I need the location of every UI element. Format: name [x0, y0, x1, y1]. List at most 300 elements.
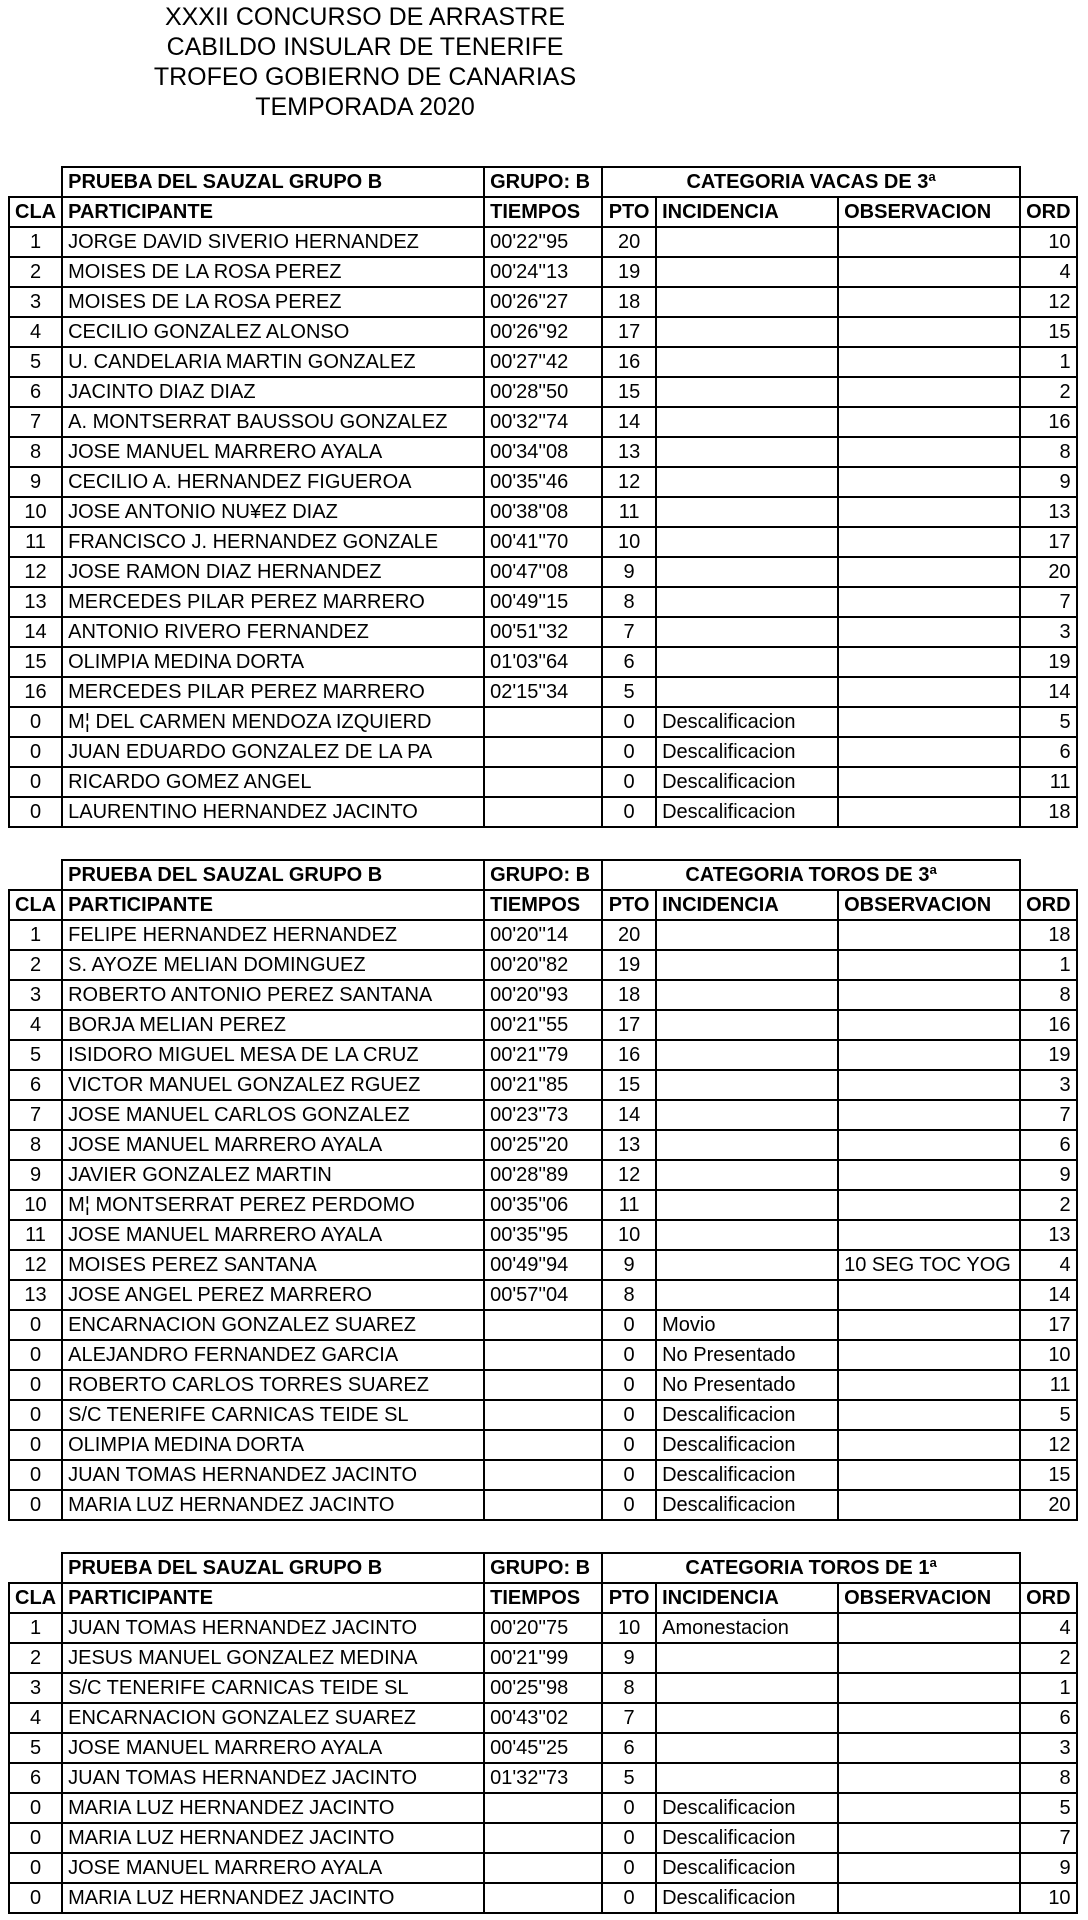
cell-tiempos — [484, 1853, 602, 1883]
cell-observacion — [838, 1070, 1020, 1100]
table-row — [9, 587, 1077, 617]
cell-ord: 13 — [1020, 497, 1076, 527]
cell-participante: MOISES PEREZ SANTANA — [62, 1250, 484, 1280]
title-line-4: TEMPORADA 2020 — [255, 93, 475, 121]
section-header-row — [9, 167, 1077, 197]
cell-ord: 5 — [1020, 1400, 1076, 1430]
cell-ord: 1 — [1020, 347, 1076, 377]
cell-ord: 13 — [1020, 1220, 1076, 1250]
cell-tiempos: 00'57''04 — [484, 1280, 602, 1310]
table-row — [9, 1853, 1077, 1883]
column-header-tiempos: TIEMPOS — [484, 197, 602, 227]
prueba-label: PRUEBA DEL SAUZAL GRUPO B — [62, 167, 484, 197]
title-line-2: CABILDO INSULAR DE TENERIFE — [166, 33, 564, 61]
cell-participante: MARIA LUZ HERNANDEZ JACINTO — [62, 1883, 484, 1913]
column-header-observacion: OBSERVACION — [838, 890, 1020, 920]
cell-incidencia — [656, 920, 838, 950]
cell-observacion — [838, 1190, 1020, 1220]
cell-observacion — [838, 797, 1020, 827]
cell-cla: 0 — [9, 1460, 62, 1490]
cell-participante: ISIDORO MIGUEL MESA DE LA CRUZ — [62, 1040, 484, 1070]
cell-tiempos: 00'34''08 — [484, 437, 602, 467]
cell-cla: 13 — [9, 587, 62, 617]
cell-cla: 11 — [9, 1220, 62, 1250]
cell-pto: 20 — [602, 920, 656, 950]
cell-observacion — [838, 1673, 1020, 1703]
cell-cla: 0 — [9, 1490, 62, 1520]
cell-ord: 1 — [1020, 1673, 1076, 1703]
cell-cla: 2 — [9, 950, 62, 980]
cell-ord: 12 — [1020, 287, 1076, 317]
cell-observacion — [838, 767, 1020, 797]
cell-ord: 20 — [1020, 1490, 1076, 1520]
cell-participante: JUAN EDUARDO GONZALEZ DE LA PA — [62, 737, 484, 767]
cell-incidencia — [656, 950, 838, 980]
cell-cla: 0 — [9, 1340, 62, 1370]
cell-ord: 14 — [1020, 1280, 1076, 1310]
cell-pto: 0 — [602, 1793, 656, 1823]
cell-participante: S/C TENERIFE CARNICAS TEIDE SL — [62, 1400, 484, 1430]
cell-incidencia — [656, 467, 838, 497]
cell-pto: 0 — [602, 1490, 656, 1520]
cell-observacion — [838, 317, 1020, 347]
cell-ord: 12 — [1020, 1430, 1076, 1460]
column-header-row — [9, 1583, 1077, 1613]
cell-cla: 3 — [9, 1673, 62, 1703]
cell-participante: M¦ DEL CARMEN MENDOZA IZQUIERD — [62, 707, 484, 737]
cell-observacion — [838, 1130, 1020, 1160]
cell-observacion: 10 SEG TOC YOG — [838, 1250, 1020, 1280]
cell-pto: 9 — [602, 1250, 656, 1280]
cell-pto: 6 — [602, 1733, 656, 1763]
cell-participante: ANTONIO RIVERO FERNANDEZ — [62, 617, 484, 647]
table-row — [9, 227, 1077, 257]
cell-participante: CECILIO A. HERNANDEZ FIGUEROA — [62, 467, 484, 497]
results-table — [8, 1552, 1078, 1914]
cell-tiempos: 00'49''15 — [484, 587, 602, 617]
categoria-label: CATEGORIA TOROS DE 3ª — [602, 860, 1020, 890]
cell-ord: 4 — [1020, 257, 1076, 287]
cell-observacion — [838, 227, 1020, 257]
cell-participante: FELIPE HERNANDEZ HERNANDEZ — [62, 920, 484, 950]
cell-cla: 1 — [9, 920, 62, 950]
categoria-label: CATEGORIA TOROS DE 1ª — [602, 1553, 1020, 1583]
cell-tiempos: 00'24''13 — [484, 257, 602, 287]
table-row — [9, 1100, 1077, 1130]
cell-ord: 3 — [1020, 617, 1076, 647]
column-header-incidencia: INCIDENCIA — [656, 890, 838, 920]
cell-incidencia — [656, 1100, 838, 1130]
cell-observacion — [838, 980, 1020, 1010]
cell-pto: 8 — [602, 587, 656, 617]
cell-participante: JOSE MANUEL CARLOS GONZALEZ — [62, 1100, 484, 1130]
cell-incidencia — [656, 617, 838, 647]
cell-tiempos — [484, 1310, 602, 1340]
cell-incidencia — [656, 437, 838, 467]
cell-tiempos: 00'35''95 — [484, 1220, 602, 1250]
cell-cla: 6 — [9, 1070, 62, 1100]
cell-pto: 0 — [602, 737, 656, 767]
section-header-row — [9, 860, 1077, 890]
table-row — [9, 257, 1077, 287]
cell-tiempos — [484, 1370, 602, 1400]
cell-observacion — [838, 1430, 1020, 1460]
cell-cla: 10 — [9, 497, 62, 527]
cell-pto: 9 — [602, 557, 656, 587]
cell-pto: 0 — [602, 1400, 656, 1430]
grupo-label: GRUPO: B — [484, 167, 602, 197]
table-row — [9, 437, 1077, 467]
cell-cla: 5 — [9, 1040, 62, 1070]
table-row — [9, 950, 1077, 980]
cell-observacion — [838, 287, 1020, 317]
cell-incidencia: No Presentado — [656, 1340, 838, 1370]
cell-observacion — [838, 1643, 1020, 1673]
cell-cla: 12 — [9, 1250, 62, 1280]
table-row — [9, 1673, 1077, 1703]
cell-pto: 0 — [602, 1370, 656, 1400]
table-row — [9, 767, 1077, 797]
grupo-label: GRUPO: B — [484, 1553, 602, 1583]
cell-incidencia — [656, 980, 838, 1010]
table-row — [9, 1400, 1077, 1430]
title-line-3: TROFEO GOBIERNO DE CANARIAS — [153, 63, 577, 91]
cell-participante: JUAN TOMAS HERNANDEZ JACINTO — [62, 1613, 484, 1643]
cell-cla: 0 — [9, 1400, 62, 1430]
cell-pto: 0 — [602, 1823, 656, 1853]
cell-participante: MOISES DE LA ROSA PEREZ — [62, 257, 484, 287]
cell-ord: 16 — [1020, 1010, 1076, 1040]
cell-incidencia: Descalificacion — [656, 1853, 838, 1883]
cell-tiempos: 01'32''73 — [484, 1763, 602, 1793]
cell-cla: 3 — [9, 980, 62, 1010]
cell-incidencia — [656, 377, 838, 407]
cell-ord: 2 — [1020, 377, 1076, 407]
column-header-participante: PARTICIPANTE — [62, 1583, 484, 1613]
cell-ord: 16 — [1020, 407, 1076, 437]
cell-incidencia — [656, 1763, 838, 1793]
cell-incidencia — [656, 527, 838, 557]
cell-pto: 12 — [602, 467, 656, 497]
results-table-toros-3 — [8, 859, 1078, 1521]
table-row — [9, 1460, 1077, 1490]
table-row — [9, 1883, 1077, 1913]
cell-cla: 9 — [9, 1160, 62, 1190]
cell-ord: 5 — [1020, 1793, 1076, 1823]
cell-tiempos: 00'21''79 — [484, 1040, 602, 1070]
cell-participante: JOSE RAMON DIAZ HERNANDEZ — [62, 557, 484, 587]
cell-cla: 0 — [9, 1853, 62, 1883]
cell-tiempos: 00'27''42 — [484, 347, 602, 377]
cell-cla: 0 — [9, 1370, 62, 1400]
cell-cla: 11 — [9, 527, 62, 557]
cell-pto: 17 — [602, 317, 656, 347]
cell-participante: S. AYOZE MELIAN DOMINGUEZ — [62, 950, 484, 980]
column-header-ord: ORD — [1020, 197, 1076, 227]
cell-observacion — [838, 707, 1020, 737]
cell-participante: CECILIO GONZALEZ ALONSO — [62, 317, 484, 347]
table-row — [9, 557, 1077, 587]
results-table-toros-1 — [8, 1552, 1078, 1914]
cell-incidencia — [656, 1220, 838, 1250]
cell-observacion — [838, 377, 1020, 407]
column-header-row — [9, 890, 1077, 920]
cell-incidencia — [656, 1010, 838, 1040]
table-row — [9, 1160, 1077, 1190]
cell-observacion — [838, 257, 1020, 287]
cell-tiempos: 00'23''73 — [484, 1100, 602, 1130]
cell-participante: ENCARNACION GONZALEZ SUAREZ — [62, 1310, 484, 1340]
title-line-1: XXXII CONCURSO DE ARRASTRE — [164, 3, 566, 31]
cell-cla: 0 — [9, 707, 62, 737]
cell-participante: MOISES DE LA ROSA PEREZ — [62, 287, 484, 317]
table-row — [9, 317, 1077, 347]
cell-participante: OLIMPIA MEDINA DORTA — [62, 1430, 484, 1460]
column-header-pto: PTO — [602, 1583, 656, 1613]
cell-cla: 12 — [9, 557, 62, 587]
cell-ord: 8 — [1020, 980, 1076, 1010]
table-row — [9, 647, 1077, 677]
cell-pto: 16 — [602, 1040, 656, 1070]
cell-cla: 0 — [9, 1430, 62, 1460]
cell-pto: 14 — [602, 407, 656, 437]
cell-cla: 2 — [9, 257, 62, 287]
cell-pto: 15 — [602, 1070, 656, 1100]
cell-pto: 12 — [602, 1160, 656, 1190]
cell-ord: 7 — [1020, 587, 1076, 617]
cell-tiempos — [484, 797, 602, 827]
cell-cla: 0 — [9, 797, 62, 827]
cell-observacion — [838, 1613, 1020, 1643]
cell-tiempos: 01'03''64 — [484, 647, 602, 677]
cell-incidencia: Descalificacion — [656, 1490, 838, 1520]
cell-participante: JOSE ANTONIO NU¥EZ DIAZ — [62, 497, 484, 527]
cell-cla: 9 — [9, 467, 62, 497]
cell-cla: 4 — [9, 1703, 62, 1733]
cell-incidencia: Descalificacion — [656, 1460, 838, 1490]
cell-participante: ROBERTO CARLOS TORRES SUAREZ — [62, 1370, 484, 1400]
cell-pto: 18 — [602, 287, 656, 317]
cell-incidencia: No Presentado — [656, 1370, 838, 1400]
cell-cla: 5 — [9, 347, 62, 377]
cell-observacion — [838, 467, 1020, 497]
cell-ord: 6 — [1020, 1703, 1076, 1733]
cell-cla: 10 — [9, 1190, 62, 1220]
column-header-ord: ORD — [1020, 890, 1076, 920]
cell-ord: 14 — [1020, 677, 1076, 707]
cell-pto: 16 — [602, 347, 656, 377]
column-header-participante: PARTICIPANTE — [62, 890, 484, 920]
prueba-label: PRUEBA DEL SAUZAL GRUPO B — [62, 860, 484, 890]
cell-incidencia: Descalificacion — [656, 1793, 838, 1823]
table-row — [9, 1340, 1077, 1370]
cell-cla: 7 — [9, 407, 62, 437]
table-row — [9, 1823, 1077, 1853]
cell-pto: 18 — [602, 980, 656, 1010]
cell-tiempos: 00'22''95 — [484, 227, 602, 257]
header-spacer — [1020, 860, 1076, 890]
cell-pto: 5 — [602, 677, 656, 707]
cell-pto: 0 — [602, 1310, 656, 1340]
cell-ord: 4 — [1020, 1250, 1076, 1280]
cell-observacion — [838, 1310, 1020, 1340]
cell-tiempos: 00'28''50 — [484, 377, 602, 407]
cell-participante: JOSE MANUEL MARRERO AYALA — [62, 1130, 484, 1160]
cell-pto: 8 — [602, 1673, 656, 1703]
cell-cla: 8 — [9, 1130, 62, 1160]
cell-ord: 3 — [1020, 1070, 1076, 1100]
cell-participante: U. CANDELARIA MARTIN GONZALEZ — [62, 347, 484, 377]
cell-ord: 19 — [1020, 647, 1076, 677]
cell-tiempos — [484, 1430, 602, 1460]
table-row — [9, 407, 1077, 437]
cell-participante: MERCEDES PILAR PEREZ MARRERO — [62, 677, 484, 707]
cell-tiempos — [484, 1883, 602, 1913]
grupo-label: GRUPO: B — [484, 860, 602, 890]
table-row — [9, 1130, 1077, 1160]
cell-cla: 14 — [9, 617, 62, 647]
cell-ord: 8 — [1020, 437, 1076, 467]
cell-incidencia — [656, 257, 838, 287]
cell-pto: 10 — [602, 1220, 656, 1250]
cell-incidencia: Descalificacion — [656, 1430, 838, 1460]
cell-participante: RICARDO GOMEZ ANGEL — [62, 767, 484, 797]
cell-participante: BORJA MELIAN PEREZ — [62, 1010, 484, 1040]
header-spacer — [9, 167, 62, 197]
cell-incidencia — [656, 1250, 838, 1280]
table-row — [9, 467, 1077, 497]
cell-tiempos: 00'28''89 — [484, 1160, 602, 1190]
cell-tiempos: 00'38''08 — [484, 497, 602, 527]
cell-incidencia — [656, 1673, 838, 1703]
cell-observacion — [838, 1100, 1020, 1130]
cell-pto: 7 — [602, 617, 656, 647]
column-header-pto: PTO — [602, 890, 656, 920]
cell-ord: 6 — [1020, 1130, 1076, 1160]
cell-ord: 8 — [1020, 1763, 1076, 1793]
cell-tiempos: 00'21''55 — [484, 1010, 602, 1040]
cell-pto: 13 — [602, 437, 656, 467]
cell-incidencia: Movio — [656, 1310, 838, 1340]
cell-ord: 4 — [1020, 1613, 1076, 1643]
cell-ord: 6 — [1020, 737, 1076, 767]
cell-cla: 7 — [9, 1100, 62, 1130]
table-row — [9, 1280, 1077, 1310]
cell-observacion — [838, 1040, 1020, 1070]
cell-incidencia — [656, 557, 838, 587]
cell-participante: JORGE DAVID SIVERIO HERNANDEZ — [62, 227, 484, 257]
prueba-label: PRUEBA DEL SAUZAL GRUPO B — [62, 1553, 484, 1583]
cell-incidencia — [656, 677, 838, 707]
cell-pto: 5 — [602, 1763, 656, 1793]
cell-incidencia: Descalificacion — [656, 767, 838, 797]
cell-ord: 17 — [1020, 527, 1076, 557]
table-row — [9, 497, 1077, 527]
column-header-cla: CLA — [9, 197, 62, 227]
cell-incidencia: Descalificacion — [656, 1883, 838, 1913]
cell-incidencia — [656, 1160, 838, 1190]
cell-incidencia — [656, 227, 838, 257]
cell-participante: JOSE MANUEL MARRERO AYALA — [62, 1853, 484, 1883]
cell-tiempos: 00'20''14 — [484, 920, 602, 950]
cell-pto: 0 — [602, 767, 656, 797]
column-header-cla: CLA — [9, 890, 62, 920]
cell-tiempos: 00'20''82 — [484, 950, 602, 980]
cell-incidencia — [656, 287, 838, 317]
section-header-row — [9, 1553, 1077, 1583]
cell-cla: 0 — [9, 1793, 62, 1823]
cell-ord: 5 — [1020, 707, 1076, 737]
cell-incidencia: Descalificacion — [656, 1400, 838, 1430]
cell-observacion — [838, 407, 1020, 437]
cell-observacion — [838, 677, 1020, 707]
cell-tiempos: 00'25''98 — [484, 1673, 602, 1703]
cell-participante: A. MONTSERRAT BAUSSOU GONZALEZ — [62, 407, 484, 437]
cell-ord: 20 — [1020, 557, 1076, 587]
cell-observacion — [838, 950, 1020, 980]
cell-participante: JOSE MANUEL MARRERO AYALA — [62, 1733, 484, 1763]
cell-observacion — [838, 1220, 1020, 1250]
table-row — [9, 1010, 1077, 1040]
cell-tiempos: 00'51''32 — [484, 617, 602, 647]
cell-tiempos — [484, 1340, 602, 1370]
header-spacer — [9, 860, 62, 890]
cell-ord: 11 — [1020, 1370, 1076, 1400]
cell-tiempos — [484, 1400, 602, 1430]
cell-ord: 19 — [1020, 1040, 1076, 1070]
header-spacer — [9, 1553, 62, 1583]
cell-tiempos: 00'21''99 — [484, 1643, 602, 1673]
cell-incidencia — [656, 1280, 838, 1310]
cell-participante: JESUS MANUEL GONZALEZ MEDINA — [62, 1643, 484, 1673]
cell-observacion — [838, 1490, 1020, 1520]
cell-observacion — [838, 347, 1020, 377]
cell-tiempos — [484, 737, 602, 767]
cell-pto: 0 — [602, 1430, 656, 1460]
cell-participante: MARIA LUZ HERNANDEZ JACINTO — [62, 1793, 484, 1823]
cell-participante: JOSE MANUEL MARRERO AYALA — [62, 437, 484, 467]
cell-incidencia — [656, 1733, 838, 1763]
cell-pto: 9 — [602, 1643, 656, 1673]
cell-incidencia — [656, 497, 838, 527]
cell-cla: 0 — [9, 767, 62, 797]
table-row — [9, 797, 1077, 827]
column-header-participante: PARTICIPANTE — [62, 197, 484, 227]
cell-incidencia: Amonestacion — [656, 1613, 838, 1643]
cell-ord: 9 — [1020, 1160, 1076, 1190]
cell-pto: 0 — [602, 1340, 656, 1370]
cell-tiempos — [484, 1460, 602, 1490]
cell-cla: 6 — [9, 1763, 62, 1793]
cell-cla: 15 — [9, 647, 62, 677]
cell-observacion — [838, 1733, 1020, 1763]
cell-tiempos: 00'32''74 — [484, 407, 602, 437]
cell-cla: 0 — [9, 737, 62, 767]
cell-cla: 0 — [9, 1823, 62, 1853]
cell-cla: 0 — [9, 1310, 62, 1340]
cell-pto: 0 — [602, 1853, 656, 1883]
cell-participante: FRANCISCO J. HERNANDEZ GONZALE — [62, 527, 484, 557]
cell-pto: 10 — [602, 1613, 656, 1643]
cell-pto: 0 — [602, 1883, 656, 1913]
cell-tiempos: 00'35''46 — [484, 467, 602, 497]
results-table — [8, 859, 1078, 1521]
cell-participante: ALEJANDRO FERNANDEZ GARCIA — [62, 1340, 484, 1370]
cell-observacion — [838, 1010, 1020, 1040]
cell-ord: 18 — [1020, 797, 1076, 827]
table-row — [9, 1430, 1077, 1460]
table-row — [9, 737, 1077, 767]
